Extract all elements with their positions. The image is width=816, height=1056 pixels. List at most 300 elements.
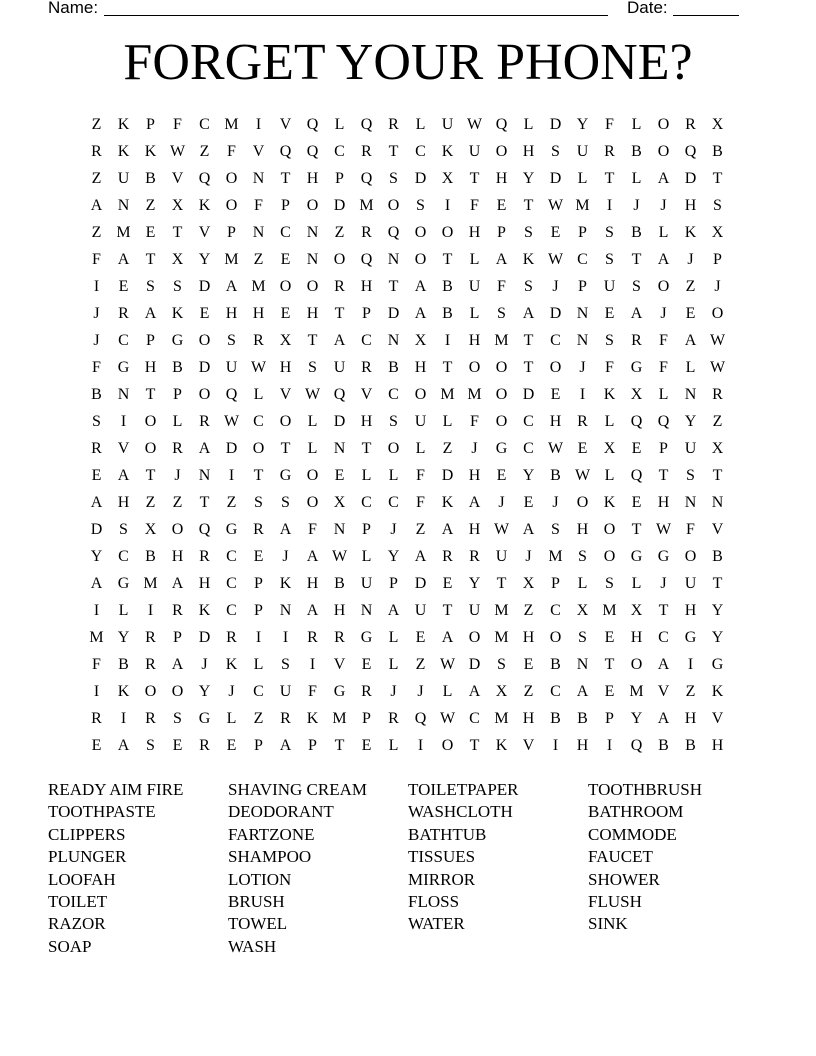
- grid-letter[interactable]: H: [117, 494, 130, 511]
- grid-letter[interactable]: W: [331, 548, 348, 565]
- grid-letter[interactable]: L: [469, 251, 480, 268]
- grid-letter[interactable]: M: [89, 629, 104, 646]
- grid-letter[interactable]: J: [552, 494, 559, 511]
- grid-letter[interactable]: T: [523, 197, 534, 214]
- grid-letter[interactable]: I: [120, 413, 127, 430]
- grid-letter[interactable]: Z: [253, 710, 264, 727]
- grid-letter[interactable]: W: [250, 359, 267, 376]
- grid-letter[interactable]: Z: [712, 413, 723, 430]
- grid-letter[interactable]: I: [255, 116, 262, 133]
- grid-letter[interactable]: S: [92, 413, 101, 430]
- grid-letter[interactable]: H: [495, 170, 508, 187]
- grid-letter[interactable]: Y: [90, 548, 103, 565]
- grid-letter[interactable]: U: [603, 278, 616, 295]
- grid-letter[interactable]: C: [226, 602, 237, 619]
- grid-letter[interactable]: R: [280, 710, 291, 727]
- grid-letter[interactable]: O: [441, 224, 454, 241]
- grid-letter[interactable]: F: [173, 116, 182, 133]
- grid-letter[interactable]: O: [171, 683, 184, 700]
- grid-letter[interactable]: O: [279, 278, 292, 295]
- grid-letter[interactable]: O: [414, 224, 427, 241]
- grid-letter[interactable]: O: [603, 521, 616, 538]
- grid-letter[interactable]: G: [657, 548, 670, 565]
- grid-letter[interactable]: H: [576, 737, 589, 754]
- grid-letter[interactable]: P: [578, 278, 587, 295]
- grid-letter[interactable]: H: [198, 575, 211, 592]
- grid-letter[interactable]: Q: [684, 143, 697, 160]
- grid-letter[interactable]: X: [279, 332, 292, 349]
- grid-letter[interactable]: J: [390, 683, 397, 700]
- grid-letter[interactable]: I: [444, 197, 451, 214]
- grid-letter[interactable]: B: [145, 170, 156, 187]
- grid-letter[interactable]: O: [198, 332, 211, 349]
- grid-letter[interactable]: M: [143, 575, 158, 592]
- grid-letter[interactable]: Q: [198, 521, 211, 538]
- grid-letter[interactable]: S: [686, 467, 695, 484]
- grid-letter[interactable]: E: [361, 737, 372, 754]
- grid-letter[interactable]: E: [442, 575, 453, 592]
- grid-letter[interactable]: L: [523, 116, 534, 133]
- grid-letter[interactable]: Q: [279, 143, 292, 160]
- grid-letter[interactable]: P: [227, 224, 236, 241]
- grid-letter[interactable]: V: [657, 683, 670, 700]
- grid-letter[interactable]: I: [606, 197, 613, 214]
- grid-letter[interactable]: G: [360, 629, 373, 646]
- grid-letter[interactable]: J: [660, 575, 667, 592]
- grid-letter[interactable]: D: [549, 170, 562, 187]
- grid-letter[interactable]: I: [309, 656, 316, 673]
- grid-letter[interactable]: Z: [145, 197, 156, 214]
- grid-letter[interactable]: P: [254, 737, 263, 754]
- grid-letter[interactable]: Q: [630, 467, 643, 484]
- grid-letter[interactable]: N: [252, 224, 265, 241]
- grid-letter[interactable]: B: [577, 710, 588, 727]
- grid-letter[interactable]: I: [93, 683, 100, 700]
- grid-letter[interactable]: K: [198, 602, 211, 619]
- grid-letter[interactable]: O: [549, 629, 562, 646]
- grid-letter[interactable]: M: [575, 197, 590, 214]
- grid-letter[interactable]: W: [574, 467, 591, 484]
- grid-letter[interactable]: U: [414, 602, 427, 619]
- grid-letter[interactable]: M: [602, 602, 617, 619]
- grid-letter[interactable]: O: [684, 548, 697, 565]
- grid-letter[interactable]: E: [145, 224, 156, 241]
- grid-letter[interactable]: A: [414, 305, 427, 322]
- grid-letter[interactable]: H: [333, 602, 346, 619]
- grid-letter[interactable]: I: [120, 710, 127, 727]
- grid-letter[interactable]: A: [657, 170, 670, 187]
- grid-letter[interactable]: A: [630, 305, 643, 322]
- grid-letter[interactable]: X: [711, 224, 724, 241]
- grid-letter[interactable]: M: [251, 278, 266, 295]
- grid-letter[interactable]: U: [279, 683, 292, 700]
- grid-letter[interactable]: C: [199, 116, 210, 133]
- grid-letter[interactable]: L: [442, 413, 453, 430]
- grid-letter[interactable]: I: [93, 602, 100, 619]
- grid-letter[interactable]: A: [90, 575, 103, 592]
- grid-letter[interactable]: U: [333, 359, 346, 376]
- grid-letter[interactable]: W: [223, 413, 240, 430]
- grid-letter[interactable]: O: [144, 440, 157, 457]
- grid-letter[interactable]: P: [308, 737, 317, 754]
- grid-letter[interactable]: R: [172, 440, 183, 457]
- grid-letter[interactable]: R: [253, 332, 264, 349]
- grid-letter[interactable]: J: [498, 494, 505, 511]
- grid-letter[interactable]: D: [684, 170, 697, 187]
- grid-letter[interactable]: E: [577, 440, 588, 457]
- grid-letter[interactable]: P: [362, 305, 371, 322]
- grid-letter[interactable]: T: [658, 602, 669, 619]
- grid-letter[interactable]: R: [604, 143, 615, 160]
- grid-letter[interactable]: T: [712, 467, 723, 484]
- grid-letter[interactable]: F: [92, 656, 101, 673]
- grid-letter[interactable]: R: [334, 629, 345, 646]
- grid-letter[interactable]: I: [147, 602, 154, 619]
- grid-letter[interactable]: S: [605, 332, 614, 349]
- grid-letter[interactable]: T: [442, 251, 453, 268]
- grid-letter[interactable]: I: [255, 629, 262, 646]
- grid-letter[interactable]: L: [631, 170, 642, 187]
- grid-letter[interactable]: X: [522, 575, 535, 592]
- grid-letter[interactable]: A: [225, 278, 238, 295]
- grid-letter[interactable]: T: [523, 359, 534, 376]
- grid-letter[interactable]: H: [684, 710, 697, 727]
- grid-letter[interactable]: B: [442, 278, 453, 295]
- grid-letter[interactable]: L: [388, 737, 399, 754]
- grid-letter[interactable]: N: [333, 521, 346, 538]
- grid-letter[interactable]: T: [307, 332, 318, 349]
- grid-letter[interactable]: Z: [685, 278, 696, 295]
- grid-letter[interactable]: L: [685, 359, 696, 376]
- grid-letter[interactable]: A: [279, 521, 292, 538]
- grid-letter[interactable]: A: [198, 440, 211, 457]
- grid-letter[interactable]: L: [415, 116, 426, 133]
- grid-letter[interactable]: F: [254, 197, 263, 214]
- grid-letter[interactable]: U: [576, 143, 589, 160]
- grid-letter[interactable]: A: [306, 548, 319, 565]
- grid-letter[interactable]: L: [361, 467, 372, 484]
- grid-letter[interactable]: M: [359, 197, 374, 214]
- grid-letter[interactable]: E: [604, 629, 615, 646]
- grid-letter[interactable]: B: [388, 359, 399, 376]
- grid-letter[interactable]: Q: [198, 170, 211, 187]
- grid-letter[interactable]: I: [282, 629, 289, 646]
- grid-letter[interactable]: J: [660, 305, 667, 322]
- grid-letter[interactable]: T: [361, 440, 372, 457]
- grid-letter[interactable]: L: [118, 602, 129, 619]
- grid-letter[interactable]: O: [495, 413, 508, 430]
- grid-letter[interactable]: N: [387, 251, 400, 268]
- grid-letter[interactable]: E: [496, 197, 507, 214]
- grid-letter[interactable]: L: [577, 170, 588, 187]
- grid-letter[interactable]: B: [442, 305, 453, 322]
- grid-letter[interactable]: M: [548, 548, 563, 565]
- grid-letter[interactable]: K: [684, 224, 697, 241]
- grid-letter[interactable]: S: [632, 278, 641, 295]
- grid-letter[interactable]: O: [549, 359, 562, 376]
- grid-letter[interactable]: S: [227, 332, 236, 349]
- grid-letter[interactable]: H: [522, 143, 535, 160]
- grid-letter[interactable]: C: [361, 494, 372, 511]
- grid-letter[interactable]: C: [550, 683, 561, 700]
- grid-letter[interactable]: B: [712, 143, 723, 160]
- grid-letter[interactable]: A: [468, 494, 481, 511]
- grid-letter[interactable]: J: [201, 656, 208, 673]
- grid-letter[interactable]: R: [199, 413, 210, 430]
- grid-letter[interactable]: O: [171, 521, 184, 538]
- grid-letter[interactable]: P: [713, 251, 722, 268]
- grid-letter[interactable]: U: [684, 575, 697, 592]
- grid-letter[interactable]: N: [387, 332, 400, 349]
- grid-letter[interactable]: H: [468, 467, 481, 484]
- grid-letter[interactable]: H: [522, 710, 535, 727]
- grid-letter[interactable]: V: [711, 710, 724, 727]
- grid-letter[interactable]: R: [631, 332, 642, 349]
- grid-letter[interactable]: L: [388, 629, 399, 646]
- grid-letter[interactable]: Q: [387, 224, 400, 241]
- grid-letter[interactable]: Z: [91, 224, 102, 241]
- grid-letter[interactable]: A: [684, 332, 697, 349]
- grid-letter[interactable]: K: [306, 710, 319, 727]
- grid-letter[interactable]: R: [145, 629, 156, 646]
- grid-letter[interactable]: R: [253, 521, 264, 538]
- grid-letter[interactable]: F: [92, 359, 101, 376]
- grid-letter[interactable]: S: [524, 224, 533, 241]
- grid-letter[interactable]: O: [198, 386, 211, 403]
- grid-letter[interactable]: E: [604, 683, 615, 700]
- grid-letter[interactable]: D: [468, 656, 481, 673]
- grid-letter[interactable]: E: [280, 251, 291, 268]
- grid-letter[interactable]: N: [576, 305, 589, 322]
- grid-letter[interactable]: C: [469, 710, 480, 727]
- grid-letter[interactable]: H: [522, 629, 535, 646]
- grid-letter[interactable]: A: [657, 251, 670, 268]
- grid-letter[interactable]: L: [226, 710, 237, 727]
- grid-letter[interactable]: U: [441, 116, 454, 133]
- grid-letter[interactable]: P: [362, 710, 371, 727]
- grid-letter[interactable]: F: [227, 143, 236, 160]
- grid-letter[interactable]: D: [387, 305, 400, 322]
- grid-letter[interactable]: E: [280, 305, 291, 322]
- grid-letter[interactable]: K: [279, 575, 292, 592]
- grid-letter[interactable]: O: [603, 548, 616, 565]
- grid-letter[interactable]: T: [631, 521, 642, 538]
- grid-letter[interactable]: P: [173, 386, 182, 403]
- grid-letter[interactable]: A: [441, 521, 454, 538]
- grid-letter[interactable]: R: [577, 413, 588, 430]
- grid-letter[interactable]: U: [117, 170, 130, 187]
- grid-letter[interactable]: V: [360, 386, 373, 403]
- grid-letter[interactable]: K: [144, 143, 157, 160]
- grid-letter[interactable]: H: [576, 521, 589, 538]
- grid-letter[interactable]: H: [360, 413, 373, 430]
- grid-letter[interactable]: O: [576, 494, 589, 511]
- grid-letter[interactable]: W: [547, 251, 564, 268]
- grid-letter[interactable]: Y: [630, 710, 643, 727]
- grid-letter[interactable]: Z: [442, 440, 453, 457]
- grid-letter[interactable]: F: [470, 413, 479, 430]
- grid-letter[interactable]: Z: [226, 494, 237, 511]
- grid-letter[interactable]: U: [360, 575, 373, 592]
- grid-letter[interactable]: W: [439, 656, 456, 673]
- grid-letter[interactable]: E: [172, 737, 183, 754]
- grid-letter[interactable]: M: [440, 386, 455, 403]
- grid-letter[interactable]: S: [605, 575, 614, 592]
- grid-letter[interactable]: V: [279, 116, 292, 133]
- grid-letter[interactable]: G: [630, 548, 643, 565]
- grid-letter[interactable]: E: [604, 305, 615, 322]
- grid-letter[interactable]: R: [442, 548, 453, 565]
- grid-letter[interactable]: N: [711, 494, 724, 511]
- grid-letter[interactable]: J: [93, 305, 100, 322]
- grid-letter[interactable]: T: [334, 737, 345, 754]
- grid-letter[interactable]: R: [361, 224, 372, 241]
- grid-letter[interactable]: T: [388, 143, 399, 160]
- grid-letter[interactable]: R: [307, 629, 318, 646]
- grid-letter[interactable]: S: [578, 629, 587, 646]
- grid-letter[interactable]: A: [387, 602, 400, 619]
- grid-letter[interactable]: A: [576, 683, 589, 700]
- grid-letter[interactable]: V: [711, 521, 724, 538]
- grid-letter[interactable]: W: [547, 440, 564, 457]
- grid-letter[interactable]: X: [630, 602, 643, 619]
- grid-letter[interactable]: A: [279, 737, 292, 754]
- grid-letter[interactable]: H: [630, 629, 643, 646]
- grid-letter[interactable]: S: [281, 494, 290, 511]
- grid-letter[interactable]: J: [228, 683, 235, 700]
- grid-letter[interactable]: A: [657, 710, 670, 727]
- grid-letter[interactable]: S: [605, 251, 614, 268]
- grid-letter[interactable]: X: [441, 170, 454, 187]
- grid-letter[interactable]: P: [362, 521, 371, 538]
- grid-letter[interactable]: R: [712, 386, 723, 403]
- grid-letter[interactable]: O: [495, 386, 508, 403]
- grid-letter[interactable]: F: [308, 683, 317, 700]
- grid-letter[interactable]: C: [577, 251, 588, 268]
- grid-letter[interactable]: O: [144, 413, 157, 430]
- grid-letter[interactable]: O: [144, 683, 157, 700]
- grid-letter[interactable]: G: [117, 575, 130, 592]
- grid-letter[interactable]: P: [659, 440, 668, 457]
- grid-letter[interactable]: N: [117, 197, 130, 214]
- grid-letter[interactable]: R: [388, 710, 399, 727]
- grid-letter[interactable]: Z: [145, 494, 156, 511]
- grid-letter[interactable]: P: [605, 710, 614, 727]
- grid-letter[interactable]: L: [469, 305, 480, 322]
- grid-letter[interactable]: H: [252, 305, 265, 322]
- grid-letter[interactable]: T: [145, 251, 156, 268]
- grid-letter[interactable]: S: [551, 143, 560, 160]
- grid-letter[interactable]: A: [117, 251, 130, 268]
- grid-letter[interactable]: I: [444, 332, 451, 349]
- grid-letter[interactable]: A: [333, 332, 346, 349]
- grid-letter[interactable]: L: [307, 440, 318, 457]
- grid-letter[interactable]: S: [578, 548, 587, 565]
- grid-letter[interactable]: S: [146, 278, 155, 295]
- grid-letter[interactable]: O: [387, 197, 400, 214]
- grid-letter[interactable]: F: [416, 467, 425, 484]
- grid-letter[interactable]: R: [388, 116, 399, 133]
- grid-letter[interactable]: Z: [172, 494, 183, 511]
- grid-letter[interactable]: K: [171, 305, 184, 322]
- grid-letter[interactable]: L: [631, 575, 642, 592]
- grid-letter[interactable]: Y: [117, 629, 130, 646]
- grid-letter[interactable]: B: [550, 710, 561, 727]
- grid-letter[interactable]: P: [497, 224, 506, 241]
- grid-letter[interactable]: C: [658, 629, 669, 646]
- grid-letter[interactable]: N: [279, 602, 292, 619]
- grid-letter[interactable]: A: [144, 305, 157, 322]
- grid-letter[interactable]: R: [172, 602, 183, 619]
- grid-letter[interactable]: N: [576, 656, 589, 673]
- grid-letter[interactable]: Y: [468, 575, 481, 592]
- grid-letter[interactable]: J: [525, 548, 532, 565]
- grid-letter[interactable]: L: [253, 386, 264, 403]
- grid-letter[interactable]: E: [631, 440, 642, 457]
- grid-letter[interactable]: W: [439, 710, 456, 727]
- grid-letter[interactable]: L: [388, 656, 399, 673]
- grid-letter[interactable]: M: [467, 386, 482, 403]
- grid-letter[interactable]: F: [92, 251, 101, 268]
- grid-letter[interactable]: C: [226, 548, 237, 565]
- grid-letter[interactable]: Q: [360, 251, 373, 268]
- grid-letter[interactable]: Y: [387, 548, 400, 565]
- grid-letter[interactable]: T: [199, 494, 210, 511]
- grid-letter[interactable]: Y: [711, 602, 724, 619]
- grid-letter[interactable]: R: [361, 683, 372, 700]
- grid-letter[interactable]: K: [198, 197, 211, 214]
- grid-letter[interactable]: M: [224, 116, 239, 133]
- grid-letter[interactable]: P: [335, 170, 344, 187]
- grid-letter[interactable]: B: [91, 386, 102, 403]
- grid-letter[interactable]: S: [497, 305, 506, 322]
- grid-letter[interactable]: Q: [360, 116, 373, 133]
- grid-letter[interactable]: X: [576, 602, 589, 619]
- grid-letter[interactable]: B: [145, 548, 156, 565]
- grid-letter[interactable]: B: [631, 224, 642, 241]
- grid-letter[interactable]: S: [497, 656, 506, 673]
- name-blank-line[interactable]: [104, 15, 608, 16]
- grid-letter[interactable]: X: [630, 386, 643, 403]
- grid-letter[interactable]: Z: [253, 251, 264, 268]
- grid-letter[interactable]: R: [118, 305, 129, 322]
- grid-letter[interactable]: E: [523, 494, 534, 511]
- grid-letter[interactable]: D: [441, 467, 454, 484]
- grid-letter[interactable]: R: [91, 143, 102, 160]
- grid-letter[interactable]: Y: [711, 629, 724, 646]
- grid-letter[interactable]: L: [604, 467, 615, 484]
- grid-letter[interactable]: M: [494, 629, 509, 646]
- grid-letter[interactable]: S: [308, 359, 317, 376]
- grid-letter[interactable]: T: [280, 440, 291, 457]
- grid-letter[interactable]: C: [118, 332, 129, 349]
- grid-letter[interactable]: T: [442, 602, 453, 619]
- grid-letter[interactable]: X: [171, 197, 184, 214]
- grid-letter[interactable]: S: [416, 197, 425, 214]
- grid-letter[interactable]: T: [523, 332, 534, 349]
- grid-letter[interactable]: R: [226, 629, 237, 646]
- grid-letter[interactable]: N: [576, 332, 589, 349]
- grid-letter[interactable]: G: [117, 359, 130, 376]
- grid-letter[interactable]: A: [171, 575, 184, 592]
- grid-letter[interactable]: X: [144, 521, 157, 538]
- grid-letter[interactable]: H: [468, 521, 481, 538]
- grid-letter[interactable]: T: [712, 170, 723, 187]
- grid-letter[interactable]: C: [550, 332, 561, 349]
- grid-letter[interactable]: L: [658, 224, 669, 241]
- grid-letter[interactable]: C: [361, 332, 372, 349]
- grid-letter[interactable]: H: [684, 602, 697, 619]
